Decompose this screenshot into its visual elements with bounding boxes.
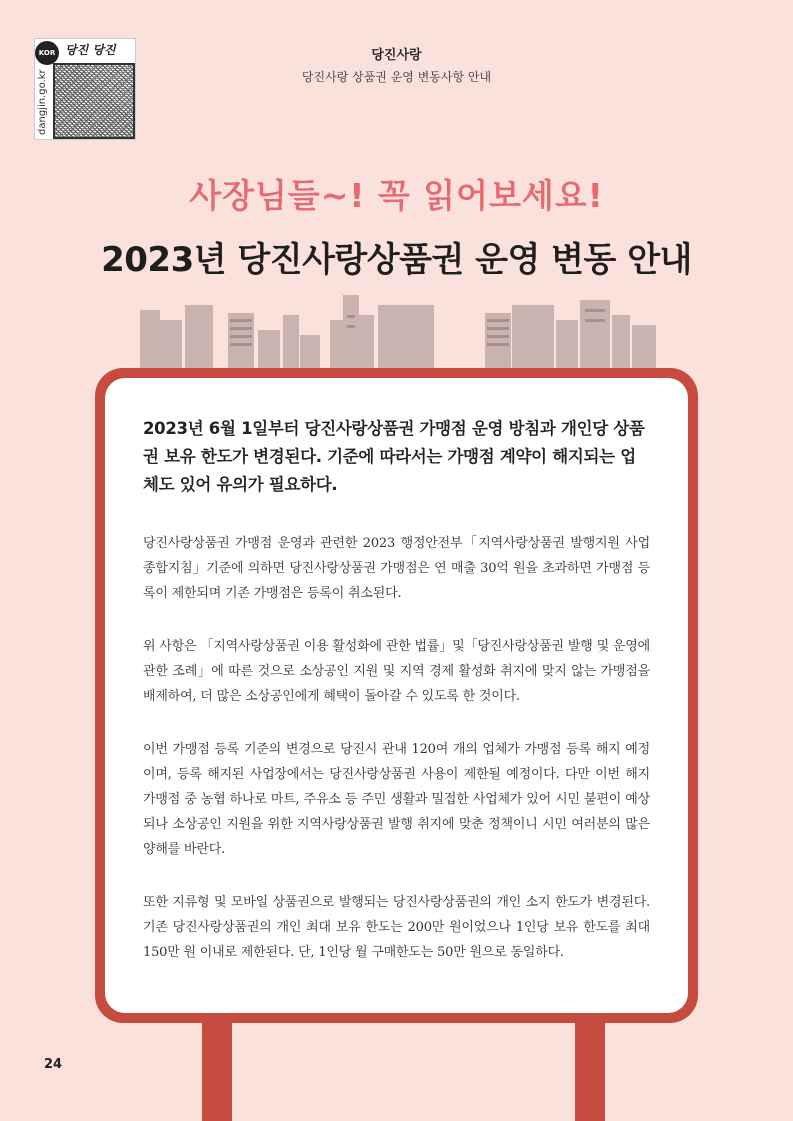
header-subtitle: 당진사랑 상품권 운영 변동사항 안내 <box>301 70 492 84</box>
qr-logo-text: 당진 당진 <box>65 43 116 57</box>
lead-paragraph: 2023년 6월 1일부터 당진사랑상품권 가맹점 운영 방침과 개인당 상품권 보유 한도가 변경된다. 기준에 따라서는 가맹점 계약이 해지되는 업체도 있어 유의가 필요하다. <box>143 419 645 494</box>
header-title: 당진사랑 <box>371 48 422 63</box>
signboard <box>95 368 698 1023</box>
slogan: 사장님들~! 꼭 읽어보세요! <box>189 176 604 215</box>
article-content <box>105 378 688 1013</box>
qr-url: dangjin.go.kr <box>37 69 48 135</box>
main-title: 2023년 당진사랑상품권 운영 변동 안내 <box>101 240 692 280</box>
body-paragraph-3: 이번 가맹점 등록 기준의 변경으로 당진시 관내 120여 개의 업체가 가맹점 등록 해지 예정이며, 등록 해지된 사업장에서는 당진사랑상품권 사용이 제한될 예정이다. 다만 이번 해지 가맹점 중 농협 하나로 마트, 주유소 등 주민 생활과 밀접한 사업체가 있어 시민 불편이 예상되나 소상공인 지원을 위한 지역사랑상품권 발행 취지에 맞춘 정책이니 시민 여러분의 많은 양해를 바란다. <box>143 742 650 857</box>
kor-badge: KOR <box>35 41 59 65</box>
body-paragraph-4: 또한 지류형 및 모바일 상품권으로 발행되는 당진사랑상품권의 개인 소지 한도가 변경된다. 기존 당진사랑상품권의 개인 최대 보유 한도는 200만 원이었으나 1인당 보유 한도를 최대 150만 원 이내로 제한된다. 단, 1인당 월 구매한도는 50만 원으로 동일하다. <box>143 895 650 960</box>
body-paragraph-2: 위 사항은 「지역사랑상품권 이용 활성화에 관한 법률」및「당진사랑상품권 발행 및 운영에 관한 조례」에 따른 것으로 소상공인 지원 및 지역 경제 활성화 취지에 맞지 않는 가맹점을 배제하여, 더 많은 소상공인에게 혜택이 돌아갈 수 있도록 한 것이다. <box>143 639 650 704</box>
body-paragraph-1: 당진사랑상품권 가맹점 운영과 관련한 2023 행정안전부「지역사랑상품권 발행지원 사업 종합지침」기준에 의하면 당진사랑상품권 가맹점은 연 매출 30억 원을 초과하면 가맹점 등록이 제한되며 기존 가맹점은 등록이 취소된다. <box>143 536 650 601</box>
page-number: 24 <box>44 1057 63 1072</box>
sign-post-left <box>202 1010 232 1121</box>
city-skyline-illustration <box>0 285 793 375</box>
sign-post-right <box>575 1010 605 1121</box>
